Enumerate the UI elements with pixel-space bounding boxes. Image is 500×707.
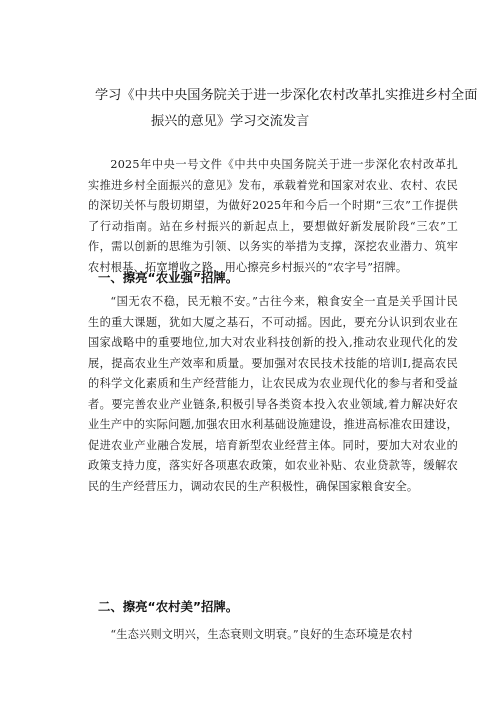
section-2-paragraph-block [88,625,458,646]
section-1-paragraph-block [88,292,458,497]
section-heading-2: 二、擦亮“农村美”招牌。 [98,599,239,614]
intro-paragraph: 2025年中央一号文件《中共中央国务院关于进一步深化农村改革扎实推进乡村全面振兴的意见》发布，承载着党和国家对农业、农村、农民的深切关怀与殷切期望，为做好2025年和今后一个时期“三农”工作提供了行动指南。站在乡村振兴的新起点上，要想做好新发展阶段“三农”工作，需以创新的思维为引领、以务实的举措为支撑，深挖农业潜力、筑牢农村根基、拓宽增收之路，用心擦亮乡村振兴的“农字号”招牌。 [88,158,458,274]
section-heading-1: 一、擦亮“农业强”招牌。 [98,270,239,285]
section-1-paragraph: “国无农不稳，民无粮不安。”古往今来，粮食安全一直是关乎国计民生的重大课题，犹如大厦之基石，不可动摇。因此，要充分认识到农业在国家战略中的重要地位,加大对农业科技创新的投入,推动农业现代化的发展，提高农业生产效率和质量。要加强对农民技术技能的培训Ⅰ,提高农民的科学文化素质和生产经营能力，让农民成为农业现代化的参与者和受益者。要完善农业产业链条,积极引导各类资本投入农业领域,着力解决好农业生产中的实际问题,加强农田水利基础设施建设，推进高标准农田建设，促进农业产业融合发展，培育新型农业经营主体。同时，要加大对农业的政策支持力度，落实好各项惠农政策，如农业补贴、农业贷款等，缓解农民的生产经营压力，调动农民的生产积极性，确保国家粮食安全。 [88,295,458,493]
title-line-2: 振兴的意见》学习交流发言 [151,114,310,129]
intro-paragraph-block [88,155,458,278]
title-line-1: 学习《中共中央国务院关于进一步深化农村改革扎实推进乡村全面 [95,88,478,103]
section-2-paragraph: “生态兴则文明兴，生态衰则文明衰。”良好的生态环境是农村 [110,628,413,641]
